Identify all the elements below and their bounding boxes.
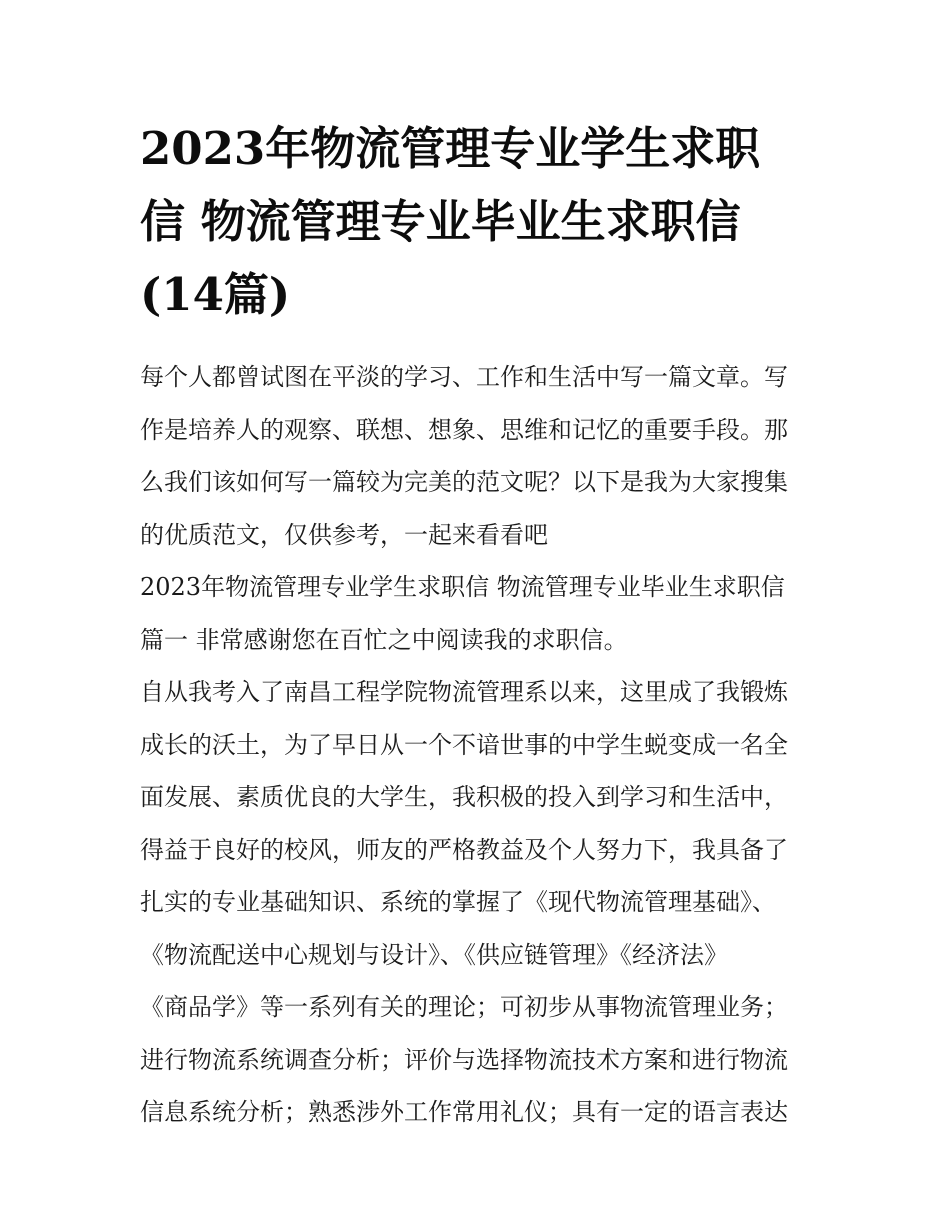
paragraph-line: 进行物流系统调查分析；评价与选择物流技术方案和进行物流 (140, 1045, 788, 1074)
paragraph-line: 成长的沃土，为了早日从一个不谙世事的中学生蜕变成一名全 (140, 730, 788, 759)
paragraph-line: 自从我考入了南昌工程学院物流管理系以来，这里成了我锻炼 (140, 678, 788, 706)
title-line: (14篇) (140, 268, 291, 321)
paragraph-line: 信息系统分析；熟悉涉外工作常用礼仪；具有一定的语言表达 (140, 1098, 788, 1126)
paragraph-line: 面发展、素质优良的大学生，我积极的投入到学习和生活中， (140, 783, 788, 811)
title-line: 2023年物流管理专业学生求职 (140, 122, 761, 175)
intro-line: 的优质范文，仅供参考，一起来看看吧 (140, 520, 548, 549)
intro-line: 每个人都曾试图在平淡的学习、工作和生活中写一篇文章。写 (140, 363, 788, 391)
document-title (140, 112, 812, 331)
intro-line: 么我们该如何写一篇较为完美的范文呢？以下是我为大家搜集 (140, 468, 788, 496)
document-page (140, 112, 812, 1139)
title-line: 信 物流管理专业毕业生求职信 (140, 195, 741, 248)
paragraph-line: 得益于良好的校风，师友的严格教益及个人努力下，我具备了 (140, 835, 788, 864)
section-heading-line: 2023年物流管理专业学生求职信 物流管理专业毕业生求职信 (140, 573, 785, 601)
document-body (140, 351, 812, 1139)
section-heading-line: 篇一 非常感谢您在百忙之中阅读我的求职信。 (140, 625, 628, 654)
intro-line: 作是培养人的观察、联想、想象、思维和记忆的重要手段。那 (140, 415, 788, 444)
paragraph-line: 《物流配送中心规划与设计》、《供应链管理》《经济法》 (140, 940, 728, 969)
paragraph-line: 扎实的专业基础知识、系统的掌握了《现代物流管理基础》、 (140, 888, 776, 916)
paragraph-line: 《商品学》等一系列有关的理论；可初步从事物流管理业务； (140, 993, 788, 1021)
